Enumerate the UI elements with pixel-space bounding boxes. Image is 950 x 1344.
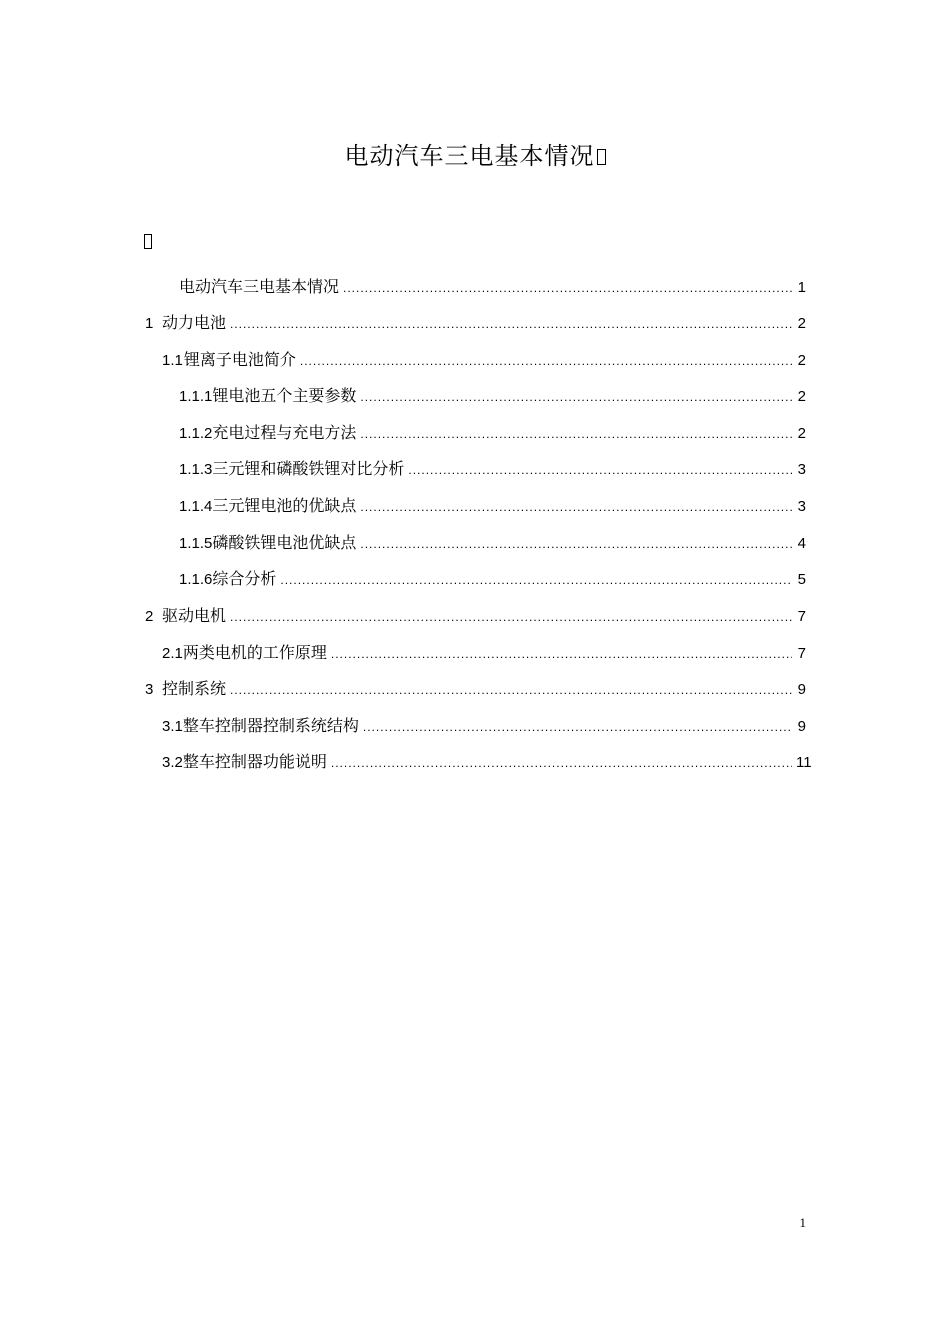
toc-entry-title: 锂电池五个主要参数 (212, 386, 357, 405)
toc-leader-dots (360, 496, 792, 518)
toc-entry-title: 整车控制器控制系统结构 (182, 716, 359, 735)
toc-entry[interactable] (179, 458, 806, 480)
toc-entry[interactable] (179, 495, 806, 517)
toc-entry[interactable] (162, 642, 806, 664)
toc-leader-dots (331, 643, 792, 665)
document-title (0, 136, 950, 171)
toc-entry-page: 2 (797, 388, 806, 405)
toc-entry-number: 1.1 (162, 352, 183, 369)
toc-entry-number: 1.1.1 (179, 388, 213, 405)
toc-entry-title: 三元锂和磷酸铁锂对比分析 (212, 459, 405, 478)
toc-entry-title: 整车控制器功能说明 (182, 752, 327, 771)
toc-leader-dots (360, 423, 792, 445)
toc-entry-number: 1.1.3 (179, 461, 213, 478)
toc-entry-page: 11 (796, 754, 812, 771)
toc-leader-dots (360, 533, 792, 555)
toc-entry-number: 1.1.6 (179, 571, 213, 588)
toc-entry[interactable] (162, 349, 806, 371)
toc-leader-dots (331, 752, 792, 774)
toc-entry-title: 三元锂电池的优缺点 (212, 496, 357, 515)
toc-entry[interactable] (145, 312, 806, 334)
toc-leader-dots (343, 277, 792, 299)
toc-entry-number: 3 (145, 681, 154, 698)
toc-entry-page: 1 (797, 279, 806, 296)
toc-entry-number: 2 (145, 608, 154, 625)
toc-entry[interactable] (179, 422, 806, 444)
toc-leader-dots (280, 569, 792, 591)
toc-entry[interactable] (179, 276, 806, 298)
toc-entry-number: 1 (145, 315, 154, 332)
toc-entry-page: 4 (797, 535, 806, 552)
toc-entry-number: 1.1.4 (179, 498, 213, 515)
toc-entry-number: 1.1.2 (179, 425, 213, 442)
toc-leader-dots (230, 606, 792, 628)
toc-leader-dots (230, 313, 792, 335)
toc-entry[interactable] (162, 715, 806, 737)
toc-entry-number: 2.1 (162, 645, 183, 662)
missing-glyph-icon (597, 149, 606, 165)
toc-entry-number: 3.1 (162, 718, 183, 735)
toc-leader-dots (230, 679, 792, 701)
toc-entry-page: 7 (797, 645, 806, 662)
toc-entry-title: 驱动电机 (161, 606, 226, 625)
page-number: 1 (799, 1215, 806, 1230)
toc-entry-page: 9 (797, 718, 806, 735)
toc-entry[interactable] (162, 751, 812, 773)
toc-entry-title: 充电过程与充电方法 (212, 423, 357, 442)
toc-entry-title: 磷酸铁锂电池优缺点 (212, 533, 357, 552)
toc-entry-page: 3 (797, 461, 806, 478)
missing-glyph-icon (144, 234, 152, 249)
toc-entry[interactable] (179, 532, 806, 554)
toc-entry-title: 动力电池 (161, 313, 226, 332)
toc-entry-page: 2 (797, 425, 806, 442)
toc-entry-number: 1.1.5 (179, 535, 213, 552)
toc-entry-page: 2 (797, 315, 806, 332)
toc-entry-title: 综合分析 (212, 569, 277, 588)
toc-entry-page: 5 (797, 571, 806, 588)
toc-entry-page: 2 (797, 352, 806, 369)
toc-entry-title: 电动汽车三电基本情况 (179, 277, 340, 296)
toc-entry[interactable] (179, 568, 806, 590)
toc-entry-title: 控制系统 (161, 679, 226, 698)
toc-leader-dots (363, 716, 792, 738)
toc-entry-page: 7 (797, 608, 806, 625)
toc-entry[interactable] (145, 605, 806, 627)
toc-entry-title: 锂离子电池简介 (183, 350, 296, 369)
toc-entry-page: 3 (797, 498, 806, 515)
toc-entry-number: 3.2 (162, 754, 183, 771)
toc-entry[interactable] (145, 678, 806, 700)
missing-glyph-mark (144, 233, 152, 252)
toc-leader-dots (360, 386, 792, 408)
toc-entry-title: 两类电机的工作原理 (182, 643, 327, 662)
toc-leader-dots (408, 459, 792, 481)
toc-leader-dots (300, 350, 792, 372)
toc-entry-page: 9 (797, 681, 806, 698)
document-title-text: 电动汽车三电基本情况 (344, 142, 595, 170)
toc-entry[interactable] (179, 385, 806, 407)
